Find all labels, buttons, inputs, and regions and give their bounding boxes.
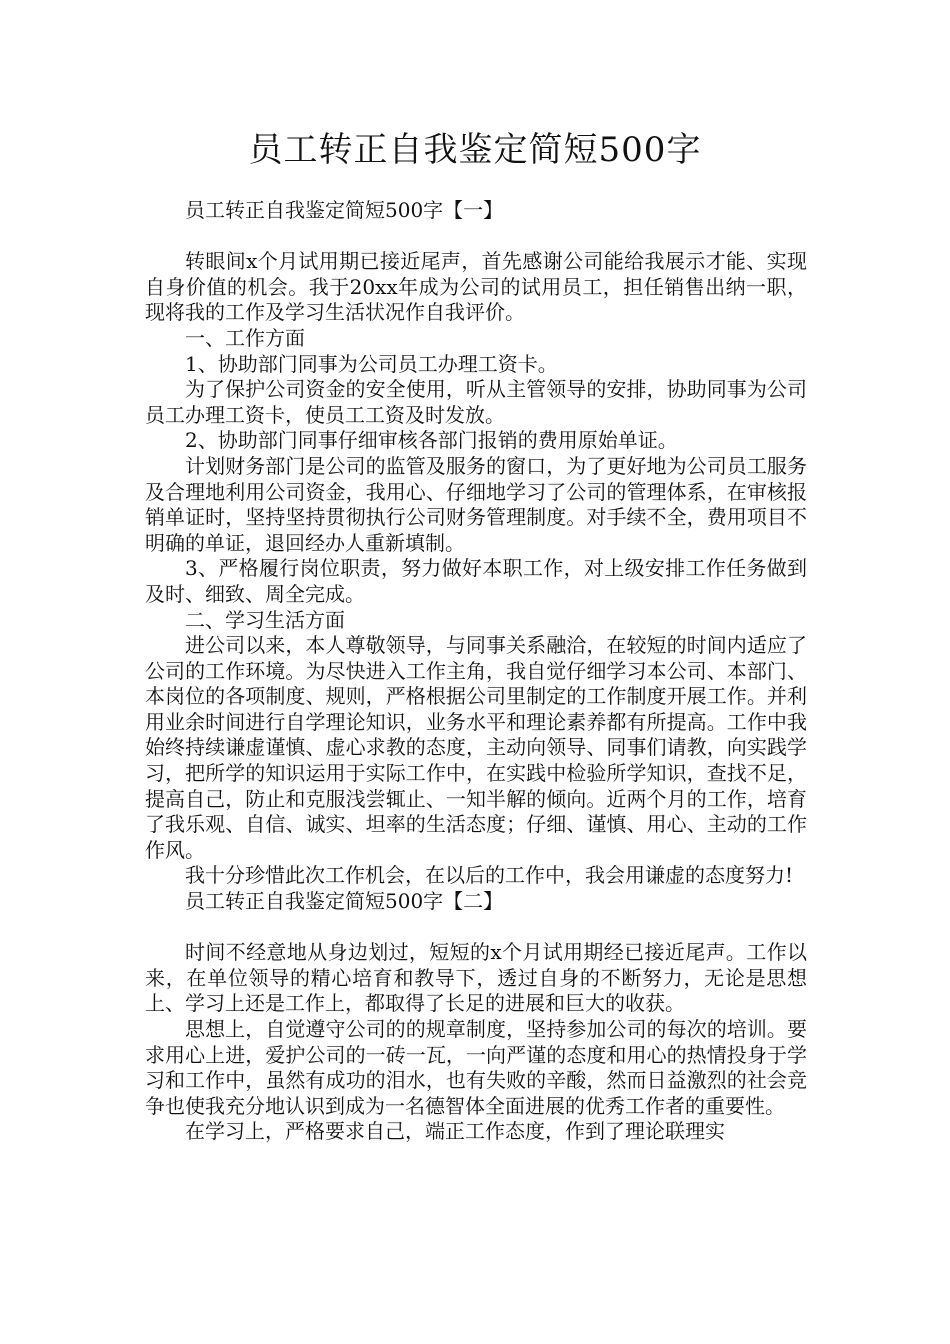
list-item: 1、协助部门同事为公司员工办理工资卡。 xyxy=(185,351,558,376)
subheading: 二、学习生活方面 xyxy=(185,607,345,632)
paragraph: 思想上，自觉遵守公司的的规章制度，坚持参加公司的每次的培训。要求用心上进，爱护公司的一砖一瓦，一向严谨的态度和用心的热情投身于学习和工作中，虽然有成功的泪水，也有失败的辛酸，然而日益激烈的社会竞争也使我充分地认识到成为一名德智体全面进展的优秀工作者的重要性。 xyxy=(145,1017,807,1118)
paragraph: 时间不经意地从身边划过，短短的x个月试用期经已接近尾声。工作以来，在单位领导的精心培育和教导下，透过自身的不断努力，无论是思想上、学习上还是工作上，都取得了长足的进展和巨大的收获。 xyxy=(145,940,807,1016)
subheading: 一、工作方面 xyxy=(185,325,305,350)
document-body xyxy=(145,196,807,1145)
paragraph: 计划财务部门是公司的监管及服务的窗口，为了更好地为公司员工服务及合理地利用公司资金，我用心、仔细地学习了公司的管理体系，在审核报销单证时，坚持坚持贯彻执行公司财务管理制度。对手续不全，费用项目不明确的单证，退回经办人重新填制。 xyxy=(145,453,807,555)
paragraph: 为了保护公司资金的安全使用，听从主管领导的安排，协助同事为公司员工办理工资卡，使员工工资及时发放。 xyxy=(145,377,807,427)
list-item: 2、协助部门同事仔细审核各部门报销的费用原始单证。 xyxy=(185,428,678,453)
section-heading-1: 员工转正自我鉴定简短500字【一】 xyxy=(185,198,504,222)
paragraph: 我十分珍惜此次工作机会，在以后的工作中，我会用谦虚的态度努力! xyxy=(185,863,794,888)
paragraph: 进公司以来，本人尊敬领导，与同事关系融洽，在较短的时间内适应了公司的工作环境。为尽快进入工作主角，我自觉仔细学习本公司、本部门、本岗位的各项制度、规则，严格根据公司里制定的工作制度开展工作。并利用业余时间进行自学理论知识，业务水平和理论素养都有所提高。工作中我始终持续谦虚谨慎、虚心求教的态度，主动向领导、同事们请教，向实践学习，把所学的知识运用于实际工作中，在实践中检验所学知识，查找不足，提高自己，防止和克服浅尝辄止、一知半解的倾向。近两个月的工作，培育了我乐观、自信、诚实、坦率的生活态度；仔细、谨慎、用心、主动的工作作风。 xyxy=(145,633,807,862)
list-item: 3、严格履行岗位职责，努力做好本职工作，对上级安排工作任务做到及时、细致、周全完成。 xyxy=(145,556,807,606)
section-heading-2: 员工转正自我鉴定简短500字【二】 xyxy=(185,889,504,914)
document-title: 员工转正自我鉴定简短500字 xyxy=(248,130,702,170)
paragraph: 转眼间x个月试用期已接近尾声，首先感谢公司能给我展示才能、实现自身价值的机会。我于20xx年成为公司的试用员工，担任销售出纳一职，现将我的工作及学习生活状况作自我评价。 xyxy=(145,249,807,325)
paragraph: 在学习上，严格要求自己，端正工作态度，作到了理论联理实 xyxy=(185,1119,725,1144)
